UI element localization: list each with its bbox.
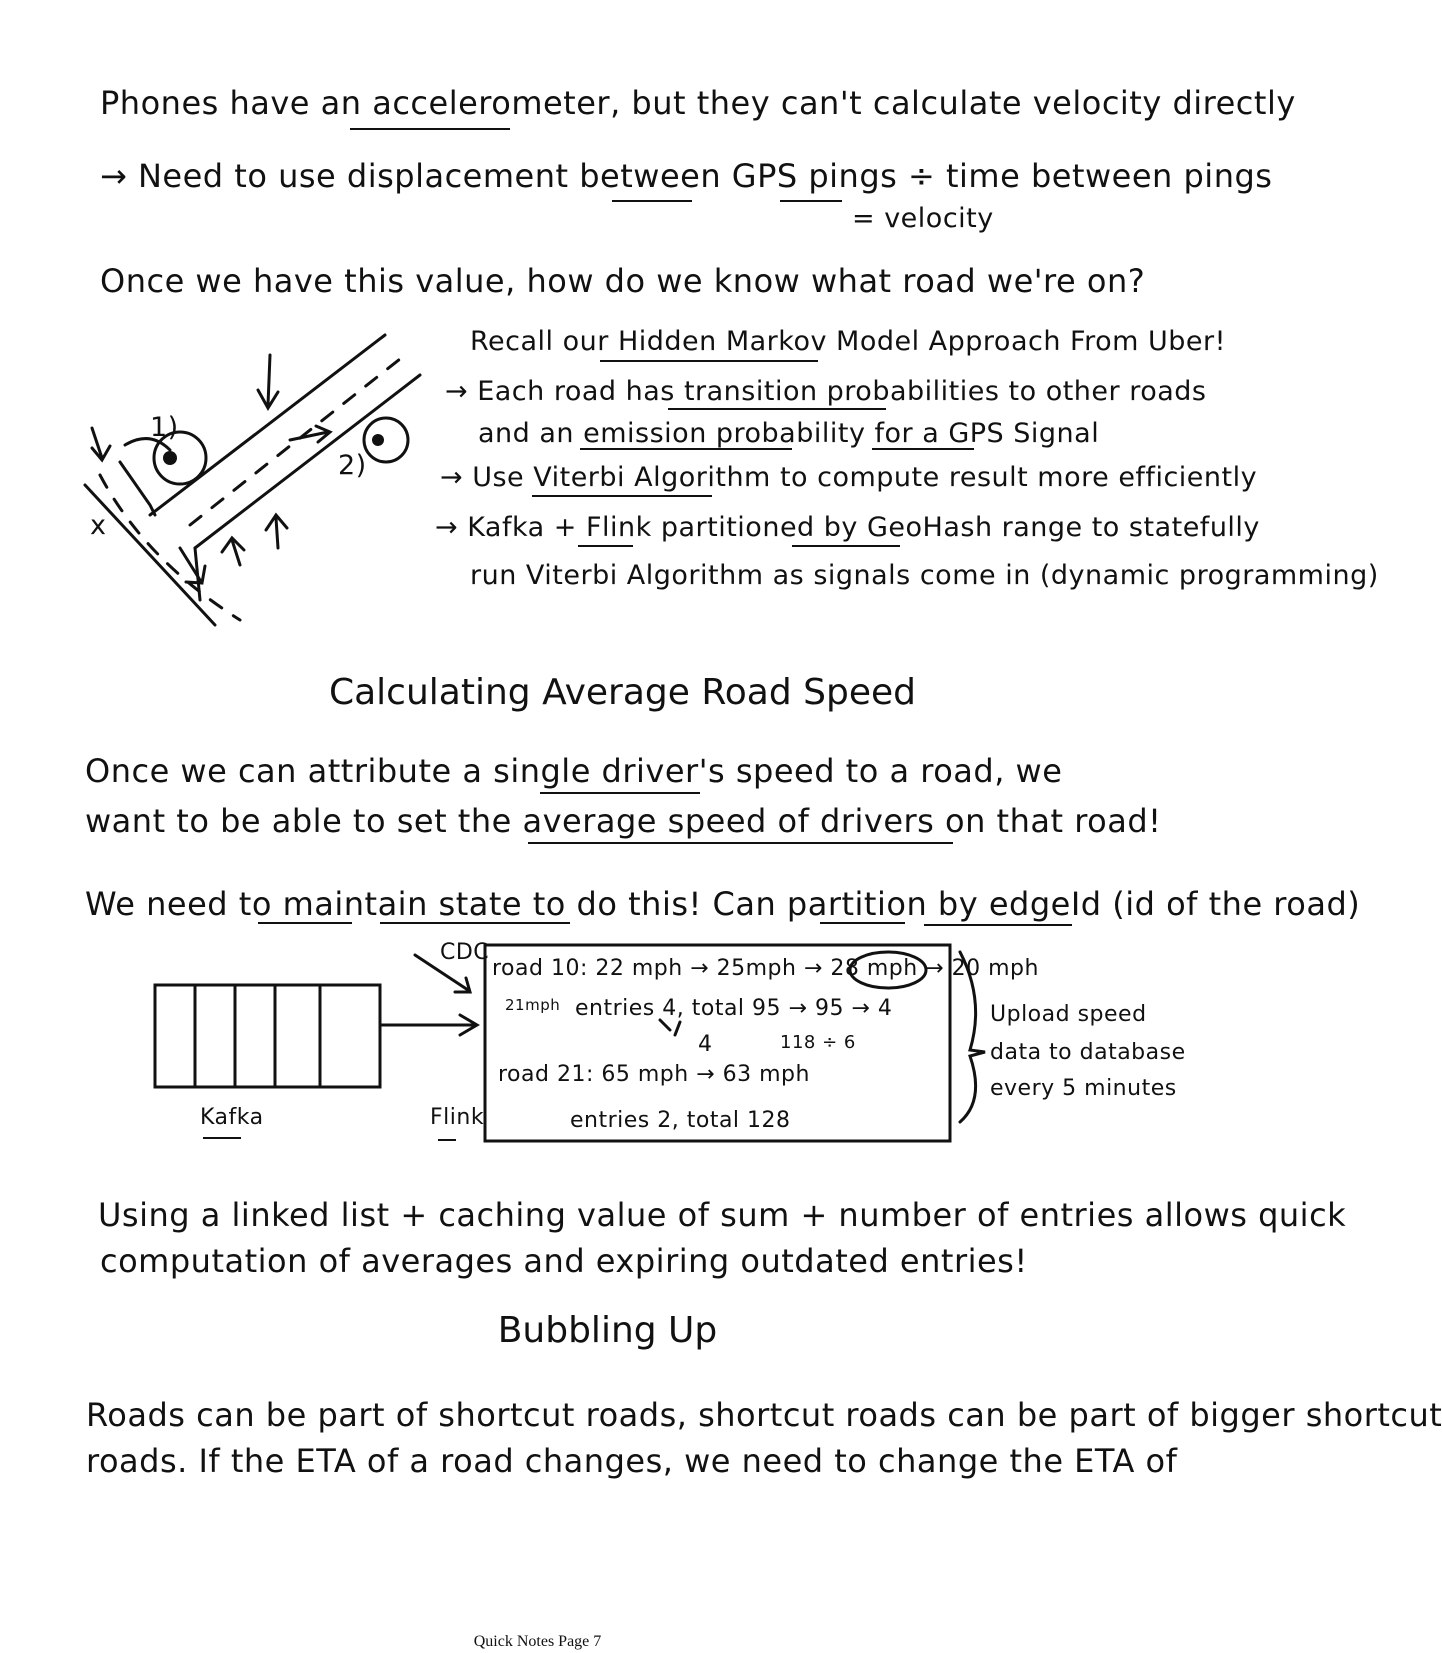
scratch-value-1: 4	[698, 1032, 713, 1057]
upload-note-1: Upload speed	[990, 1002, 1147, 1027]
hmm-line-5: → Kafka + Flink partitioned by GeoHash range to statefully	[435, 512, 1260, 543]
speed-line-1: Once we can attribute a single driver's speed to a road, we	[85, 752, 1063, 790]
underline-kafka	[203, 1137, 241, 1139]
road-21-speeds: road 21: 65 mph → 63 mph	[498, 1062, 810, 1087]
hmm-line-4: → Use Viterbi Algorithm to compute result more efficiently	[440, 462, 1258, 493]
car-label-2: 2)	[338, 450, 367, 481]
hmm-line-6: run Viterbi Algorithm as signals come in (dynamic programming)	[470, 560, 1379, 591]
page-footer: Quick Notes Page 7	[473, 1633, 602, 1650]
cdc-label: CDC	[440, 940, 490, 965]
side-note-speed: 21mph	[505, 996, 561, 1014]
intro-line-2: → Need to use displacement between GPS pings ÷ time between pings	[100, 157, 1273, 195]
section-title-bubbling-up: Bubbling Up	[497, 1310, 718, 1351]
bubbling-line-2: roads. If the ETA of a road changes, we need to change the ETA of	[86, 1442, 1178, 1480]
speed-line-3: We need to maintain state to do this! Can partition by edgeId (id of the road)	[85, 885, 1361, 923]
car-label-1: 1)	[150, 412, 179, 443]
kafka-queue	[155, 985, 380, 1087]
entries-arrow	[660, 1020, 680, 1035]
flink-label: Flink	[430, 1105, 485, 1130]
linked-list-line-1: Using a linked list + caching value of sum + number of entries allows quick	[98, 1196, 1347, 1234]
speed-line-2: want to be able to set the average speed of drivers on that road!	[85, 802, 1162, 840]
bubbling-line-1: Roads can be part of shortcut roads, shortcut roads can be part of bigger shortcut	[86, 1396, 1442, 1434]
kafka-label: Kafka	[200, 1105, 264, 1130]
section-title-average-speed: Calculating Average Road Speed	[328, 672, 916, 713]
hmm-line-2: → Each road has transition probabilities to other roads	[445, 376, 1207, 407]
upload-note-3: every 5 minutes	[990, 1076, 1177, 1101]
upload-note-2: data to database	[990, 1040, 1186, 1065]
road-21-entries: entries 2, total 128	[570, 1108, 791, 1133]
hmm-line-3: and an emission probability for a GPS Signal	[478, 418, 1100, 449]
road-10-entries: entries 4, total 95 → 95 → 4	[575, 996, 893, 1021]
kafka-to-flink-arrow	[380, 1015, 477, 1035]
scratch-value-2: 118 ÷ 6	[780, 1032, 856, 1053]
linked-list-line-2: computation of averages and expiring outdated entries!	[100, 1242, 1028, 1280]
hmm-line-1: Recall our Hidden Markov Model Approach From Uber!	[470, 326, 1226, 357]
road-10-speeds: road 10: 22 mph → 25mph → 28 mph → 20 mph	[492, 956, 1039, 981]
intro-line-1: Phones have an accelerometer, but they can't calculate velocity directly	[100, 84, 1296, 122]
underline-flink-label	[438, 1139, 456, 1141]
question-line: Once we have this value, how do we know what road we're on?	[100, 262, 1146, 300]
velocity-result: = velocity	[852, 203, 994, 234]
cross-mark: x	[90, 510, 107, 541]
